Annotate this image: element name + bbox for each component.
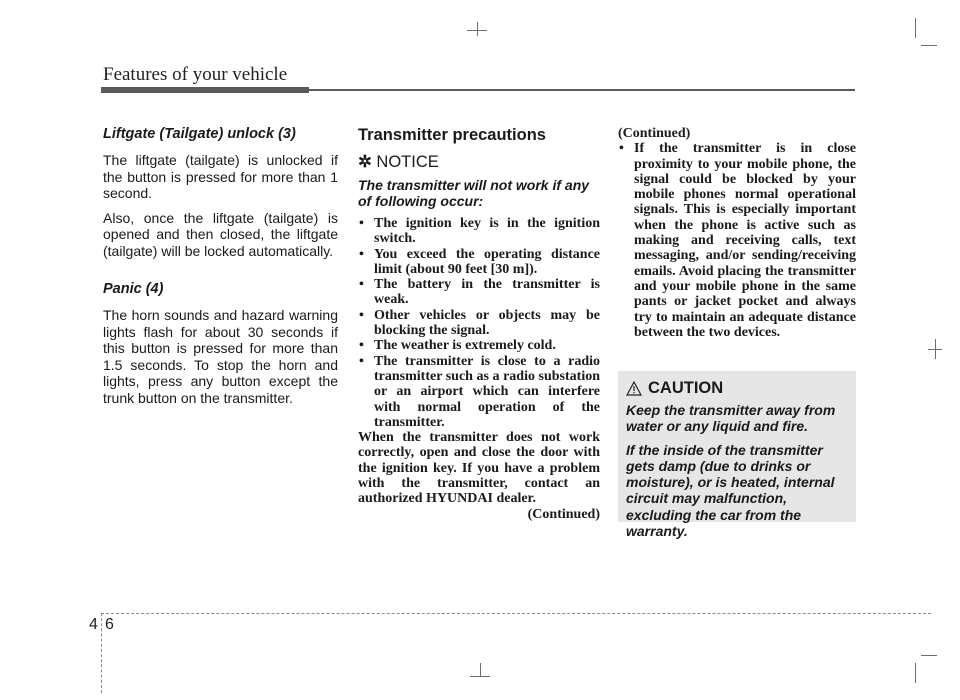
- continued-label-top: (Continued): [618, 126, 691, 141]
- notice-heading: [358, 152, 600, 172]
- caution-paragraph-2: If the inside of the transmitter gets damp (due to drinks or moisture), or is heated, internal circuit may malfunction, excluding the car from the warranty.: [626, 441, 835, 540]
- list-item: • You exceed the operating distance limit (about 90 feet [30 m]).: [358, 247, 600, 278]
- panic-paragraph: The horn sounds and hazard warning lights flash for about 30 seconds if this button is pressed for more than 1.5 seconds. To stop the horn and lights, press any button except the trunk button on the transmitter.: [103, 307, 338, 406]
- list-item: • The transmitter is close to a radio transmitter such as a radio substation or an airport which can interfere with normal operation of the transmitter.: [358, 354, 600, 430]
- column-left: [103, 126, 338, 414]
- notice-subheading: The transmitter will not work if any of following occur:: [358, 177, 590, 209]
- list-item: • Other vehicles or objects may be blocking the signal.: [358, 308, 600, 339]
- list-item: • The ignition key is in the ignition switch.: [358, 216, 600, 247]
- column-middle: [358, 126, 600, 522]
- list-item: • The weather is extremely cold.: [358, 338, 600, 353]
- caution-box: [618, 371, 856, 540]
- list-item: • If the transmitter is in close proximity to your mobile phone, the signal could be blocked by your mobile phones normal operational signals. This is especially important when the phone is active such as making and receiving calls, text messaging, and/or sending/receiving emails. Avoid placing the transmitter and your mobile phone in the same pants or jacket pocket and always try to maintain an adequate distance between the two devices.: [618, 141, 856, 340]
- panic-heading: Panic (4): [103, 281, 164, 297]
- notice-star-icon: ✲: [358, 153, 377, 171]
- footer-rule-vertical: [101, 613, 102, 693]
- chapter-number: 4: [89, 616, 98, 633]
- page-number: 6: [105, 616, 114, 633]
- header-bar: [101, 87, 309, 93]
- crop-mark-right-mid-h: [928, 349, 942, 350]
- mobile-phone-bullet-list: [618, 141, 856, 340]
- crop-mark-bottom-right-h: [921, 655, 937, 656]
- crop-mark-top-right-v: [915, 18, 916, 38]
- page-header-title: Features of your vehicle: [103, 64, 288, 85]
- transmitter-precautions-heading: Transmitter precautions: [358, 126, 546, 144]
- continued-label: (Continued): [527, 506, 600, 522]
- caution-heading: CAUTION: [648, 379, 724, 397]
- crop-mark-bottom-right-v: [915, 663, 916, 683]
- footer-rule: [101, 613, 931, 614]
- notice-label: NOTICE: [376, 153, 439, 171]
- crop-mark-bottom-center-v: [480, 663, 481, 676]
- notice-bullet-list: [358, 216, 600, 430]
- liftgate-paragraph-2: Also, once the liftgate (tailgate) is opened and then closed, the liftgate (tailgate) will be locked automatically.: [103, 209, 338, 259]
- crop-mark-top-right-h: [921, 45, 937, 46]
- header-rule: [309, 89, 855, 91]
- crop-mark-top-center-v: [477, 22, 478, 36]
- column-right: [618, 126, 856, 340]
- liftgate-heading: Liftgate (Tailgate) unlock (3): [103, 126, 296, 142]
- caution-triangle-icon: [626, 381, 642, 396]
- transmitter-fallback-paragraph: When the transmitter does not work correctly, open and close the door with the ignition key. If you have a problem with the transmitter, contact an authorized HYUNDAI dealer.: [358, 430, 600, 507]
- crop-mark-bottom-center-h: [470, 676, 490, 677]
- caution-paragraph-1: Keep the transmitter away from water or any liquid and fire.: [626, 402, 836, 435]
- list-item: • The battery in the transmitter is weak.: [358, 277, 600, 308]
- liftgate-paragraph-1: The liftgate (tailgate) is unlocked if the button is pressed for more than 1 second.: [103, 152, 338, 201]
